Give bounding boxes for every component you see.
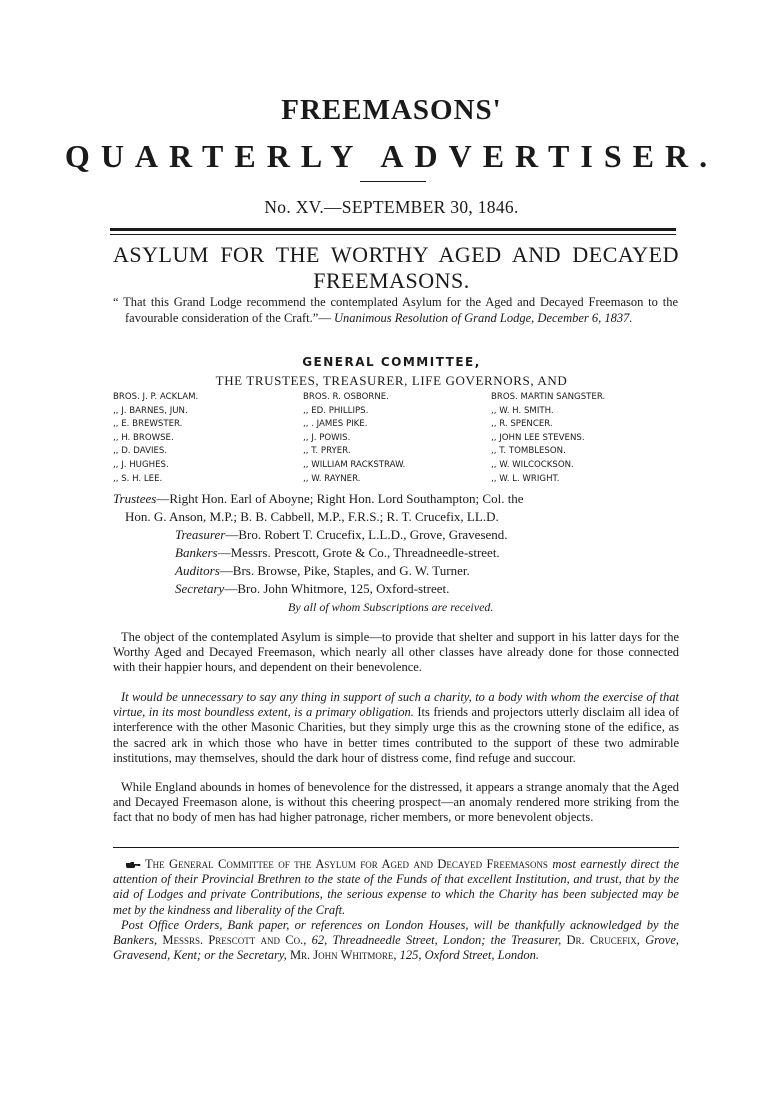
funds-appeal bbox=[113, 857, 679, 918]
auditors-names: —Brs. Browse, Pike, Staples, and G. W. Turner. bbox=[219, 563, 470, 578]
member-name: ,, R. SPENCER. bbox=[491, 419, 553, 430]
member-name: ,, J. HUGHES. bbox=[113, 459, 169, 470]
remittance-text-3: , Grove, Gravesend, Kent; or the Secretary, bbox=[113, 933, 679, 963]
trustees-line-continued: Hon. G. Anson, M.P.; B. B. Cabbell, M.P., F.R.S.; R. T. Crucefix, LL.D. bbox=[125, 509, 499, 524]
charity-paragraph-italic: It would be unnecessary to say any thing in support of such a charity, to a body with whom the exercise of that virtue, in its most boundless extent, is a primary obligation. bbox=[113, 690, 679, 720]
trustees-names: —Right Hon. Earl of Aboyne; Right Hon. Lord Southampton; Col. the bbox=[156, 491, 524, 506]
charity-paragraph-rest: Its friends and projectors utterly disclaim all idea of interference with the other Masonic Charities, but they simply urge this as the crowning stone of the edifice, as the sacred ark in which those who have in better times contributed to the support of these two admirable institutions, may themselves, should the dark hour of distress come, find refuge and succour. bbox=[113, 705, 680, 765]
remittance-secretary: Mr. John Whitmore bbox=[289, 948, 394, 963]
member-name: ,, ED. PHILLIPS. bbox=[303, 405, 369, 416]
members-column-1 bbox=[113, 391, 303, 486]
subscriptions-note: By all of whom Subscriptions are received. bbox=[288, 600, 494, 614]
auditors-label: Auditors bbox=[175, 563, 220, 578]
bankers-name: —Messrs. Prescott, Grote & Co., Threadneedle-street. bbox=[217, 545, 500, 560]
remittance-instructions bbox=[113, 918, 679, 964]
masthead-double-rule bbox=[110, 228, 676, 231]
remittance-text-2: , 62, Threadneedle Street, London; the Treasurer, bbox=[303, 933, 567, 948]
member-name: ,, T. TOMBLESON. bbox=[491, 446, 566, 457]
general-committee-heading: GENERAL COMMITTEE, bbox=[302, 355, 481, 369]
member-name: ,, S. H. LEE. bbox=[113, 473, 163, 484]
members-column-3 bbox=[491, 391, 679, 486]
grand-lodge-resolution bbox=[113, 295, 678, 326]
committee-members bbox=[113, 391, 679, 486]
member-name: ,, H. BROWSE. bbox=[113, 432, 174, 443]
secretary-label: Secretary bbox=[175, 581, 225, 596]
funds-appeal-text: most earnestly direct the attention of their Provincial Brethren to the state of the Funds of that excellent Institution, and trust, that by the aid of Lodges and private Contributions, the serious expense to which the Charity has been subjected may be met by the kindness and liberality of the Craft. bbox=[113, 857, 679, 917]
masthead-rule bbox=[360, 181, 426, 182]
auditors-line bbox=[113, 562, 679, 580]
member-name: ,, WILLIAM RACKSTRAW. bbox=[303, 459, 406, 470]
member-name: ,, E. BREWSTER. bbox=[113, 419, 183, 430]
object-paragraph: The object of the contemplated Asylum is simple—to provide that shelter and support in his latter days for the Worthy Aged and Decayed Freemason, which nearly all other classes have already done for those connected with their happier hours, and dependent on their benevolence. bbox=[113, 630, 679, 675]
member-name: BROS. MARTIN SANGSTER. bbox=[491, 392, 606, 402]
trustees-line bbox=[113, 490, 679, 508]
member-name: ,, J. POWIS. bbox=[303, 432, 351, 443]
treasurer-name: —Bro. Robert T. Crucefix, L.L.D., Grove, Gravesend. bbox=[225, 527, 508, 542]
resolution-attribution: Unanimous Resolution of Grand Lodge, December 6, 1837. bbox=[333, 310, 633, 325]
member-name: BROS. J. P. ACKLAM. bbox=[113, 392, 199, 402]
asylum-heading-continued: FREEMASONS. bbox=[313, 268, 470, 293]
member-name: ,, . JAMES PIKE. bbox=[303, 419, 368, 430]
committee-subheading: THE TRUSTEES, TREASURER, LIFE GOVERNORS, AND bbox=[215, 373, 568, 388]
remittance-text-4: , 125, Oxford Street, London. bbox=[393, 948, 539, 963]
bankers-line bbox=[113, 544, 679, 562]
treasurer-line bbox=[113, 526, 679, 544]
secretary-name: —Bro. John Whitmore, 125, Oxford-street. bbox=[224, 581, 450, 596]
secretary-line bbox=[113, 580, 679, 598]
charity-paragraph bbox=[113, 690, 679, 766]
remittance-text-1: Post Office Orders, Bank paper, or references on London Houses, will be thankfully acknowledged by the Bankers, bbox=[113, 917, 679, 948]
officers-list bbox=[113, 490, 679, 616]
trustees-label: Trustees bbox=[113, 491, 157, 506]
funds-appeal-caps: The General Committee of the Asylum for Aged and Decayed Freemasons bbox=[145, 857, 548, 871]
remittance-bankers: Messrs. Prescott and Co. bbox=[162, 933, 304, 948]
remittance-treasurer: Dr. Crucefix bbox=[566, 933, 637, 948]
member-name: ,, W. L. WRIGHT. bbox=[491, 473, 560, 484]
member-name: ,, JOHN LEE STEVENS. bbox=[491, 432, 585, 443]
member-name: ,, W. RAYNER. bbox=[303, 473, 361, 484]
funds-notice bbox=[113, 857, 679, 963]
section-divider bbox=[113, 847, 679, 848]
masthead-title: FREEMASONS' bbox=[281, 94, 502, 126]
bankers-label: Bankers bbox=[175, 545, 218, 560]
resolution-quote: “ That this Grand Lodge recommend the contemplated Asylum for the Aged and Decayed Freemason to the favourable consideration of the Craft.”— bbox=[113, 295, 678, 325]
pointing-hand-icon bbox=[125, 861, 141, 870]
england-paragraph: While England abounds in homes of benevolence for the distressed, it appears a strange anomaly that the Aged and Decayed Freemason alone, is without this cheering prospect—an anomaly rendered more striking from the fact that no body of men has had higher patronage, richer members, or more benevolent objects. bbox=[113, 780, 679, 825]
member-name: ,, J. BARNES, JUN. bbox=[113, 405, 188, 416]
member-name: ,, D. DAVIES. bbox=[113, 446, 168, 457]
masthead-subtitle: QUARTERLY ADVERTISER. bbox=[64, 138, 719, 174]
treasurer-label: Treasurer bbox=[175, 527, 226, 542]
issue-number: No. XV.—SEPTEMBER 30, 1846. bbox=[264, 197, 519, 217]
member-name: ,, W. H. SMITH. bbox=[491, 405, 554, 416]
member-name: ,, W. WILCOCKSON. bbox=[491, 459, 574, 470]
member-name: ,, T. PRYER. bbox=[303, 446, 351, 457]
members-column-2 bbox=[303, 391, 491, 486]
asylum-heading: ASYLUM FOR THE WORTHY AGED AND DECAYED bbox=[113, 242, 679, 267]
member-name: BROS. R. OSBORNE. bbox=[303, 392, 389, 402]
